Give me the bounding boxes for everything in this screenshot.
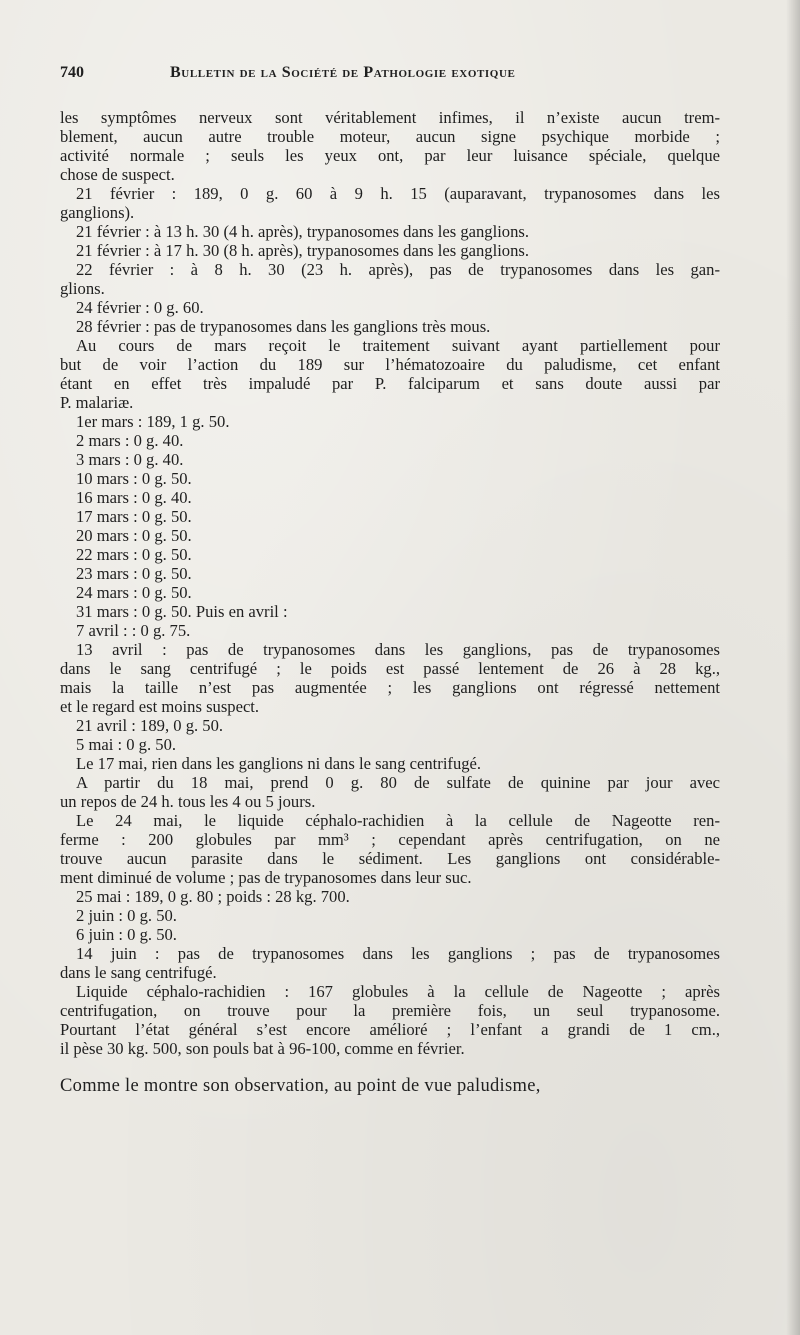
text-line: Le 17 mai, rien dans les ganglions ni dans le sang centrifugé.: [76, 754, 482, 773]
text-line: un repos de 24 h. tous les 4 ou 5 jours.: [60, 792, 316, 811]
text-line: il pèse 30 kg. 500, son pouls bat à 96-100, comme en février.: [60, 1039, 465, 1058]
page-edge-shadow: [786, 0, 800, 1335]
text-line: activité normale ; seuls les yeux ont, par leur luisance spéciale, quelque: [60, 146, 720, 165]
text-line: 21 avril : 189, 0 g. 50.: [76, 716, 224, 735]
text-line: chose de suspect.: [60, 165, 175, 184]
text-line: 24 mars : 0 g. 50.: [76, 583, 192, 602]
text-line: trouve aucun parasite dans le sédiment. Les ganglions ont considérable-: [60, 849, 720, 868]
text-line: dans le sang centrifugé.: [60, 963, 217, 982]
text-line: Au cours de mars reçoit le traitement suivant ayant partiellement pour: [76, 336, 720, 355]
text-line: 16 mars : 0 g. 40.: [76, 488, 192, 507]
text-line: mais la taille n’est pas augmentée ; les ganglions ont régressé nettement: [60, 678, 720, 697]
text-line: centrifugation, on trouve pour la première fois, un seul trypanosome.: [60, 1001, 720, 1020]
text-line: 31 mars : 0 g. 50. Puis en avril :: [76, 602, 288, 621]
text-line: étant en effet très impaludé par P. falciparum et sans doute aussi par: [60, 374, 720, 393]
text-line: 17 mars : 0 g. 50.: [76, 507, 192, 526]
text-line: 5 mai : 0 g. 50.: [76, 735, 177, 754]
text-line: blement, aucun autre trouble moteur, aucun signe psychique morbide ;: [60, 127, 720, 146]
text-line: 13 avril : pas de trypanosomes dans les ganglions, pas de trypanosomes: [76, 640, 720, 659]
page-number: 740: [60, 64, 84, 81]
text-line: 1er mars : 189, 1 g. 50.: [76, 412, 230, 431]
text-line: ganglions).: [60, 203, 135, 222]
text-line: 3 mars : 0 g. 40.: [76, 450, 184, 469]
text-line: 2 juin : 0 g. 50.: [76, 906, 177, 925]
text-line: 23 mars : 0 g. 50.: [76, 564, 192, 583]
journal-title: Bulletin de la Société de Pathologie exotique: [170, 64, 516, 81]
text-line: 21 février : 189, 0 g. 60 à 9 h. 15 (auparavant, trypanosomes dans les: [76, 184, 720, 203]
closing-line: Comme le montre son observation, au point de vue paludisme,: [60, 1076, 541, 1096]
text-line: 21 février : à 17 h. 30 (8 h. après), trypanosomes dans les ganglions.: [76, 241, 529, 260]
text-line: les symptômes nerveux sont véritablement infimes, il n’existe aucun trem-: [60, 108, 720, 127]
text-line: dans le sang centrifugé ; le poids est passé lentement de 26 à 28 kg.,: [60, 659, 720, 678]
text-line: et le regard est moins suspect.: [60, 697, 260, 716]
text-line: 28 février : pas de trypanosomes dans les ganglions très mous.: [76, 317, 491, 336]
text-line: 7 avril : : 0 g. 75.: [76, 621, 191, 640]
text-line: 22 février : à 8 h. 30 (23 h. après), pas de trypanosomes dans les gan-: [76, 260, 720, 279]
text-line: 14 juin : pas de trypanosomes dans les ganglions ; pas de trypanosomes: [76, 944, 720, 963]
text-line: Le 24 mai, le liquide céphalo-rachidien à la cellule de Nageotte ren-: [76, 811, 720, 830]
text-line: 2 mars : 0 g. 40.: [76, 431, 184, 450]
text-line: P. malariæ.: [60, 393, 134, 412]
text-line: ment diminué de volume ; pas de trypanosomes dans leur suc.: [60, 868, 472, 887]
body-text: [60, 108, 720, 1098]
text-line: glions.: [60, 279, 105, 298]
text-line: ferme : 200 globules par mm³ ; cependant après centrifugation, on ne: [60, 830, 720, 849]
text-line: Pourtant l’état général s’est encore amélioré ; l’enfant a grandi de 1 cm.,: [60, 1020, 720, 1039]
running-header: [60, 64, 720, 86]
text-line: 22 mars : 0 g. 50.: [76, 545, 192, 564]
text-line: 20 mars : 0 g. 50.: [76, 526, 192, 545]
text-line: 21 février : à 13 h. 30 (4 h. après), trypanosomes dans les ganglions.: [76, 222, 529, 241]
text-line: A partir du 18 mai, prend 0 g. 80 de sulfate de quinine par jour avec: [76, 773, 720, 792]
text-line: Liquide céphalo-rachidien : 167 globules à la cellule de Nageotte ; après: [76, 982, 720, 1001]
text-line: but de voir l’action du 189 sur l’hématozoaire du paludisme, cet enfant: [60, 355, 720, 374]
text-line: 24 février : 0 g. 60.: [76, 298, 204, 317]
text-line: 10 mars : 0 g. 50.: [76, 469, 192, 488]
text-line: 6 juin : 0 g. 50.: [76, 925, 177, 944]
text-line: 25 mai : 189, 0 g. 80 ; poids : 28 kg. 700.: [76, 887, 350, 906]
